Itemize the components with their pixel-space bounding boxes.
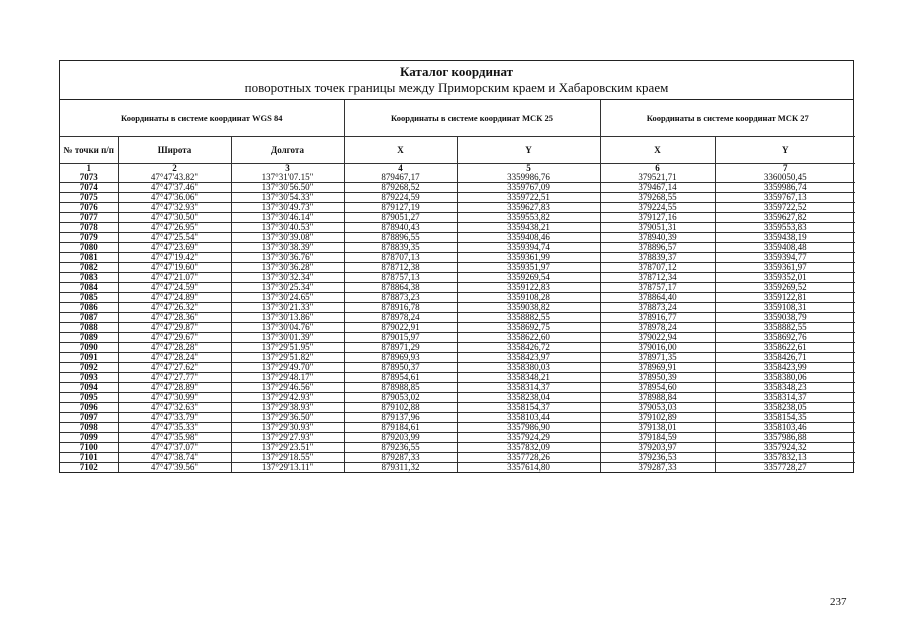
col-number: 6 (600, 164, 715, 174)
y-msk25-cell: 3357728,26 (457, 453, 600, 463)
x-msk25-cell: 878757,13 (344, 273, 457, 283)
y-msk25-cell: 3359038,82 (457, 303, 600, 313)
longitude-cell: 137°30'38.39" (231, 243, 344, 253)
table-row (60, 373, 855, 383)
x-msk25-cell: 878873,23 (344, 293, 457, 303)
table-row (60, 313, 855, 323)
y-msk25-cell: 3358154,37 (457, 403, 600, 413)
y-msk27-cell: 3357832,13 (715, 453, 855, 463)
y-msk27-cell: 3357924,32 (715, 443, 855, 453)
col-number: 4 (344, 164, 457, 174)
latitude-cell: 47°47'26.95" (118, 223, 231, 233)
y-msk25-cell: 3359627,83 (457, 203, 600, 213)
catalog-title: Каталог координат (399, 64, 513, 79)
x-msk27-cell: 379224,55 (600, 203, 715, 213)
longitude-cell: 137°30'04.76" (231, 323, 344, 333)
x-msk27-cell: 379236,53 (600, 453, 715, 463)
y-msk27-cell: 3359553,83 (715, 223, 855, 233)
latitude-cell: 47°47'32.63" (118, 403, 231, 413)
x-msk27-cell: 379287,33 (600, 463, 715, 473)
x-msk25-cell: 879311,32 (344, 463, 457, 473)
point-number-cell: 7075 (60, 193, 118, 203)
longitude-cell: 137°31'07.15" (231, 173, 344, 183)
y-msk27-cell: 3358348,23 (715, 383, 855, 393)
y-msk25-cell: 3359122,83 (457, 283, 600, 293)
y-msk27-cell: 3358103,46 (715, 423, 855, 433)
catalog-subtitle: поворотных точек границы между Приморским краем и Хабаровским краем (60, 80, 853, 100)
y-msk25-cell: 3357924,29 (457, 433, 600, 443)
y-msk27-cell: 3359394,77 (715, 253, 855, 263)
latitude-cell: 47°47'35.33" (118, 423, 231, 433)
longitude-cell: 137°30'21.33" (231, 303, 344, 313)
y-msk27-cell: 3359352,01 (715, 273, 855, 283)
latitude-cell: 47°47'19.60" (118, 263, 231, 273)
y-msk27-cell: 3358426,71 (715, 353, 855, 363)
y-msk27-cell: 3359108,31 (715, 303, 855, 313)
point-number-cell: 7085 (60, 293, 118, 303)
point-number-cell: 7082 (60, 263, 118, 273)
table-row (60, 413, 855, 423)
table-row (60, 343, 855, 353)
point-number-cell: 7093 (60, 373, 118, 383)
col-latitude: Широта (118, 137, 231, 164)
y-msk27-cell: 3359361,97 (715, 263, 855, 273)
x-msk27-cell: 378873,24 (600, 303, 715, 313)
point-number-cell: 7081 (60, 253, 118, 263)
point-number-cell: 7084 (60, 283, 118, 293)
y-msk25-cell: 3358622,60 (457, 333, 600, 343)
column-header-row (60, 137, 855, 164)
table-row (60, 213, 855, 223)
longitude-cell: 137°30'39.08" (231, 233, 344, 243)
x-msk27-cell: 379022,94 (600, 333, 715, 343)
y-msk27-cell: 3358380,06 (715, 373, 855, 383)
longitude-cell: 137°29'51.95" (231, 343, 344, 353)
y-msk27-cell: 3358423,99 (715, 363, 855, 373)
col-number: 2 (118, 164, 231, 174)
x-msk25-cell: 878978,24 (344, 313, 457, 323)
y-msk27-cell: 3359438,19 (715, 233, 855, 243)
latitude-cell: 47°47'38.74" (118, 453, 231, 463)
y-msk27-cell: 3360050,45 (715, 173, 855, 183)
longitude-cell: 137°29'42.93" (231, 393, 344, 403)
y-msk27-cell: 3358154,35 (715, 413, 855, 423)
y-msk25-cell: 3359394,74 (457, 243, 600, 253)
longitude-cell: 137°30'36.76" (231, 253, 344, 263)
x-msk27-cell: 378954,60 (600, 383, 715, 393)
x-msk27-cell: 379521,71 (600, 173, 715, 183)
x-msk27-cell: 378916,77 (600, 313, 715, 323)
col-x-msk25: X (344, 137, 457, 164)
x-msk25-cell: 878864,38 (344, 283, 457, 293)
x-msk27-cell: 379051,31 (600, 223, 715, 233)
point-number-cell: 7083 (60, 273, 118, 283)
point-number-cell: 7094 (60, 383, 118, 393)
col-number: 1 (60, 164, 118, 174)
y-msk27-cell: 3359986,74 (715, 183, 855, 193)
y-msk27-cell: 3359722,52 (715, 203, 855, 213)
latitude-cell: 47°47'29.67" (118, 333, 231, 343)
x-msk27-cell: 379467,14 (600, 183, 715, 193)
latitude-cell: 47°47'24.89" (118, 293, 231, 303)
y-msk25-cell: 3359361,99 (457, 253, 600, 263)
y-msk27-cell: 3359269,52 (715, 283, 855, 293)
latitude-cell: 47°47'28.28" (118, 343, 231, 353)
longitude-cell: 137°30'13.86" (231, 313, 344, 323)
longitude-cell: 137°30'01.39" (231, 333, 344, 343)
x-msk25-cell: 879224,59 (344, 193, 457, 203)
col-number: 5 (457, 164, 600, 174)
group-msk27: Координаты в системе координат МСК 27 (600, 100, 855, 137)
longitude-cell: 137°29'46.56" (231, 383, 344, 393)
y-msk25-cell: 3359767,09 (457, 183, 600, 193)
latitude-cell: 47°47'19.42" (118, 253, 231, 263)
x-msk25-cell: 878839,35 (344, 243, 457, 253)
latitude-cell: 47°47'21.07" (118, 273, 231, 283)
y-msk25-cell: 3358426,72 (457, 343, 600, 353)
longitude-cell: 137°30'46.14" (231, 213, 344, 223)
col-point-no: № точки п/п (60, 137, 118, 164)
x-msk27-cell: 379016,00 (600, 343, 715, 353)
y-msk27-cell: 3358882,55 (715, 323, 855, 333)
table-row (60, 423, 855, 433)
table-row (60, 433, 855, 443)
point-number-cell: 7101 (60, 453, 118, 463)
x-msk25-cell: 878954,61 (344, 373, 457, 383)
x-msk25-cell: 878971,29 (344, 343, 457, 353)
table-row (60, 223, 855, 233)
point-number-cell: 7079 (60, 233, 118, 243)
latitude-cell: 47°47'33.79" (118, 413, 231, 423)
y-msk25-cell: 3358380,03 (457, 363, 600, 373)
latitude-cell: 47°47'29.87" (118, 323, 231, 333)
x-msk25-cell: 878707,13 (344, 253, 457, 263)
y-msk27-cell: 3359122,81 (715, 293, 855, 303)
y-msk25-cell: 3359553,82 (457, 213, 600, 223)
y-msk27-cell: 3359767,13 (715, 193, 855, 203)
x-msk25-cell: 879467,17 (344, 173, 457, 183)
x-msk25-cell: 878916,78 (344, 303, 457, 313)
table-row (60, 403, 855, 413)
x-msk25-cell: 878940,43 (344, 223, 457, 233)
latitude-cell: 47°47'39.56" (118, 463, 231, 473)
table-row (60, 233, 855, 243)
latitude-cell: 47°47'28.36" (118, 313, 231, 323)
point-number-cell: 7091 (60, 353, 118, 363)
x-msk27-cell: 378971,35 (600, 353, 715, 363)
y-msk27-cell: 3358314,37 (715, 393, 855, 403)
point-number-cell: 7078 (60, 223, 118, 233)
longitude-cell: 137°29'23.51" (231, 443, 344, 453)
longitude-cell: 137°29'18.55" (231, 453, 344, 463)
x-msk25-cell: 879184,61 (344, 423, 457, 433)
point-number-cell: 7088 (60, 323, 118, 333)
x-msk27-cell: 378896,57 (600, 243, 715, 253)
latitude-cell: 47°47'28.89" (118, 383, 231, 393)
col-number: 7 (715, 164, 855, 174)
x-msk27-cell: 378940,39 (600, 233, 715, 243)
table-row (60, 333, 855, 343)
latitude-cell: 47°47'27.77" (118, 373, 231, 383)
latitude-cell: 47°47'27.62" (118, 363, 231, 373)
y-msk27-cell: 3359038,79 (715, 313, 855, 323)
longitude-cell: 137°29'27.93" (231, 433, 344, 443)
x-msk27-cell: 378757,17 (600, 283, 715, 293)
col-x-msk27: X (600, 137, 715, 164)
y-msk25-cell: 3358423,97 (457, 353, 600, 363)
point-number-cell: 7096 (60, 403, 118, 413)
table-row (60, 253, 855, 263)
group-header-row (60, 100, 855, 137)
x-msk27-cell: 379203,97 (600, 443, 715, 453)
y-msk25-cell: 3357986,90 (457, 423, 600, 433)
longitude-cell: 137°30'40.53" (231, 223, 344, 233)
point-number-cell: 7087 (60, 313, 118, 323)
latitude-cell: 47°47'28.24" (118, 353, 231, 363)
point-number-cell: 7074 (60, 183, 118, 193)
y-msk25-cell: 3359351,97 (457, 263, 600, 273)
page-number: 237 (830, 596, 847, 608)
point-number-cell: 7076 (60, 203, 118, 213)
point-number-cell: 7098 (60, 423, 118, 433)
y-msk25-cell: 3357614,80 (457, 463, 600, 473)
x-msk25-cell: 879203,99 (344, 433, 457, 443)
longitude-cell: 137°30'49.73" (231, 203, 344, 213)
table-row (60, 463, 855, 473)
latitude-cell: 47°47'25.54" (118, 233, 231, 243)
x-msk27-cell: 378978,24 (600, 323, 715, 333)
x-msk25-cell: 879137,96 (344, 413, 457, 423)
col-y-msk25: Y (457, 137, 600, 164)
table-row (60, 273, 855, 283)
y-msk25-cell: 3357832,09 (457, 443, 600, 453)
y-msk27-cell: 3359408,48 (715, 243, 855, 253)
point-number-cell: 7095 (60, 393, 118, 403)
table-row (60, 383, 855, 393)
latitude-cell: 47°47'30.50" (118, 213, 231, 223)
y-msk27-cell: 3358238,05 (715, 403, 855, 413)
x-msk27-cell: 379268,55 (600, 193, 715, 203)
y-msk27-cell: 3359627,82 (715, 213, 855, 223)
column-number-row (60, 164, 855, 174)
y-msk25-cell: 3358103,44 (457, 413, 600, 423)
y-msk25-cell: 3358314,37 (457, 383, 600, 393)
longitude-cell: 137°29'49.70" (231, 363, 344, 373)
point-number-cell: 7073 (60, 173, 118, 183)
longitude-cell: 137°30'54.33" (231, 193, 344, 203)
y-msk25-cell: 3359269,54 (457, 273, 600, 283)
y-msk25-cell: 3358238,04 (457, 393, 600, 403)
y-msk25-cell: 3359438,21 (457, 223, 600, 233)
group-msk25: Координаты в системе координат МСК 25 (344, 100, 600, 137)
x-msk25-cell: 878712,38 (344, 263, 457, 273)
latitude-cell: 47°47'32.93" (118, 203, 231, 213)
x-msk25-cell: 879022,91 (344, 323, 457, 333)
x-msk27-cell: 378839,37 (600, 253, 715, 263)
latitude-cell: 47°47'30.99" (118, 393, 231, 403)
point-number-cell: 7086 (60, 303, 118, 313)
y-msk27-cell: 3358692,76 (715, 333, 855, 343)
longitude-cell: 137°29'30.93" (231, 423, 344, 433)
x-msk25-cell: 878896,55 (344, 233, 457, 243)
longitude-cell: 137°29'48.17" (231, 373, 344, 383)
y-msk25-cell: 3359986,76 (457, 173, 600, 183)
x-msk25-cell: 879236,55 (344, 443, 457, 453)
longitude-cell: 137°29'38.93" (231, 403, 344, 413)
x-msk27-cell: 378969,91 (600, 363, 715, 373)
x-msk27-cell: 379138,01 (600, 423, 715, 433)
latitude-cell: 47°47'35.98" (118, 433, 231, 443)
point-number-cell: 7092 (60, 363, 118, 373)
point-number-cell: 7100 (60, 443, 118, 453)
col-y-msk27: Y (715, 137, 855, 164)
latitude-cell: 47°47'37.07" (118, 443, 231, 453)
longitude-cell: 137°30'56.50" (231, 183, 344, 193)
x-msk27-cell: 379102,89 (600, 413, 715, 423)
table-row (60, 443, 855, 453)
y-msk25-cell: 3358882,55 (457, 313, 600, 323)
table-row (60, 183, 855, 193)
table-row (60, 323, 855, 333)
longitude-cell: 137°29'36.50" (231, 413, 344, 423)
longitude-cell: 137°30'36.28" (231, 263, 344, 273)
x-msk25-cell: 879015,97 (344, 333, 457, 343)
x-msk25-cell: 878988,85 (344, 383, 457, 393)
longitude-cell: 137°30'24.65" (231, 293, 344, 303)
x-msk25-cell: 879268,52 (344, 183, 457, 193)
latitude-cell: 47°47'24.59" (118, 283, 231, 293)
x-msk27-cell: 378988,84 (600, 393, 715, 403)
table-row (60, 363, 855, 373)
y-msk27-cell: 3357986,88 (715, 433, 855, 443)
latitude-cell: 47°47'23.69" (118, 243, 231, 253)
point-number-cell: 7097 (60, 413, 118, 423)
table-row (60, 263, 855, 273)
point-number-cell: 7089 (60, 333, 118, 343)
point-number-cell: 7090 (60, 343, 118, 353)
x-msk27-cell: 378712,34 (600, 273, 715, 283)
longitude-cell: 137°29'51.82" (231, 353, 344, 363)
y-msk25-cell: 3359108,28 (457, 293, 600, 303)
table-row (60, 353, 855, 363)
table-row (60, 203, 855, 213)
point-number-cell: 7077 (60, 213, 118, 223)
x-msk25-cell: 879127,19 (344, 203, 457, 213)
table-row (60, 303, 855, 313)
x-msk27-cell: 378950,39 (600, 373, 715, 383)
longitude-cell: 137°29'13.11" (231, 463, 344, 473)
point-number-cell: 7099 (60, 433, 118, 443)
x-msk25-cell: 879102,88 (344, 403, 457, 413)
x-msk25-cell: 879051,27 (344, 213, 457, 223)
col-number: 3 (231, 164, 344, 174)
table-row (60, 393, 855, 403)
table-row (60, 453, 855, 463)
y-msk25-cell: 3358348,21 (457, 373, 600, 383)
longitude-cell: 137°30'32.34" (231, 273, 344, 283)
latitude-cell: 47°47'26.32" (118, 303, 231, 313)
point-number-cell: 7080 (60, 243, 118, 253)
y-msk27-cell: 3358622,61 (715, 343, 855, 353)
x-msk27-cell: 379053,03 (600, 403, 715, 413)
latitude-cell: 47°47'36.06" (118, 193, 231, 203)
x-msk25-cell: 879287,33 (344, 453, 457, 463)
coordinates-table (60, 100, 855, 472)
latitude-cell: 47°47'43.82" (118, 173, 231, 183)
longitude-cell: 137°30'25.34" (231, 283, 344, 293)
latitude-cell: 47°47'37.46" (118, 183, 231, 193)
table-row (60, 243, 855, 253)
table-row (60, 193, 855, 203)
table-row (60, 173, 855, 183)
x-msk25-cell: 878969,93 (344, 353, 457, 363)
table-row (60, 293, 855, 303)
y-msk27-cell: 3357728,27 (715, 463, 855, 473)
x-msk27-cell: 378864,40 (600, 293, 715, 303)
y-msk25-cell: 3359408,46 (457, 233, 600, 243)
y-msk25-cell: 3359722,51 (457, 193, 600, 203)
y-msk25-cell: 3358692,75 (457, 323, 600, 333)
col-longitude: Долгота (231, 137, 344, 164)
table-row (60, 283, 855, 293)
x-msk27-cell: 378707,12 (600, 263, 715, 273)
point-number-cell: 7102 (60, 463, 118, 473)
group-wgs84: Координаты в системе координат WGS 84 (60, 100, 344, 137)
x-msk25-cell: 879053,02 (344, 393, 457, 403)
coordinate-catalog (59, 60, 854, 473)
x-msk27-cell: 379184,59 (600, 433, 715, 443)
x-msk27-cell: 379127,16 (600, 213, 715, 223)
x-msk25-cell: 878950,37 (344, 363, 457, 373)
